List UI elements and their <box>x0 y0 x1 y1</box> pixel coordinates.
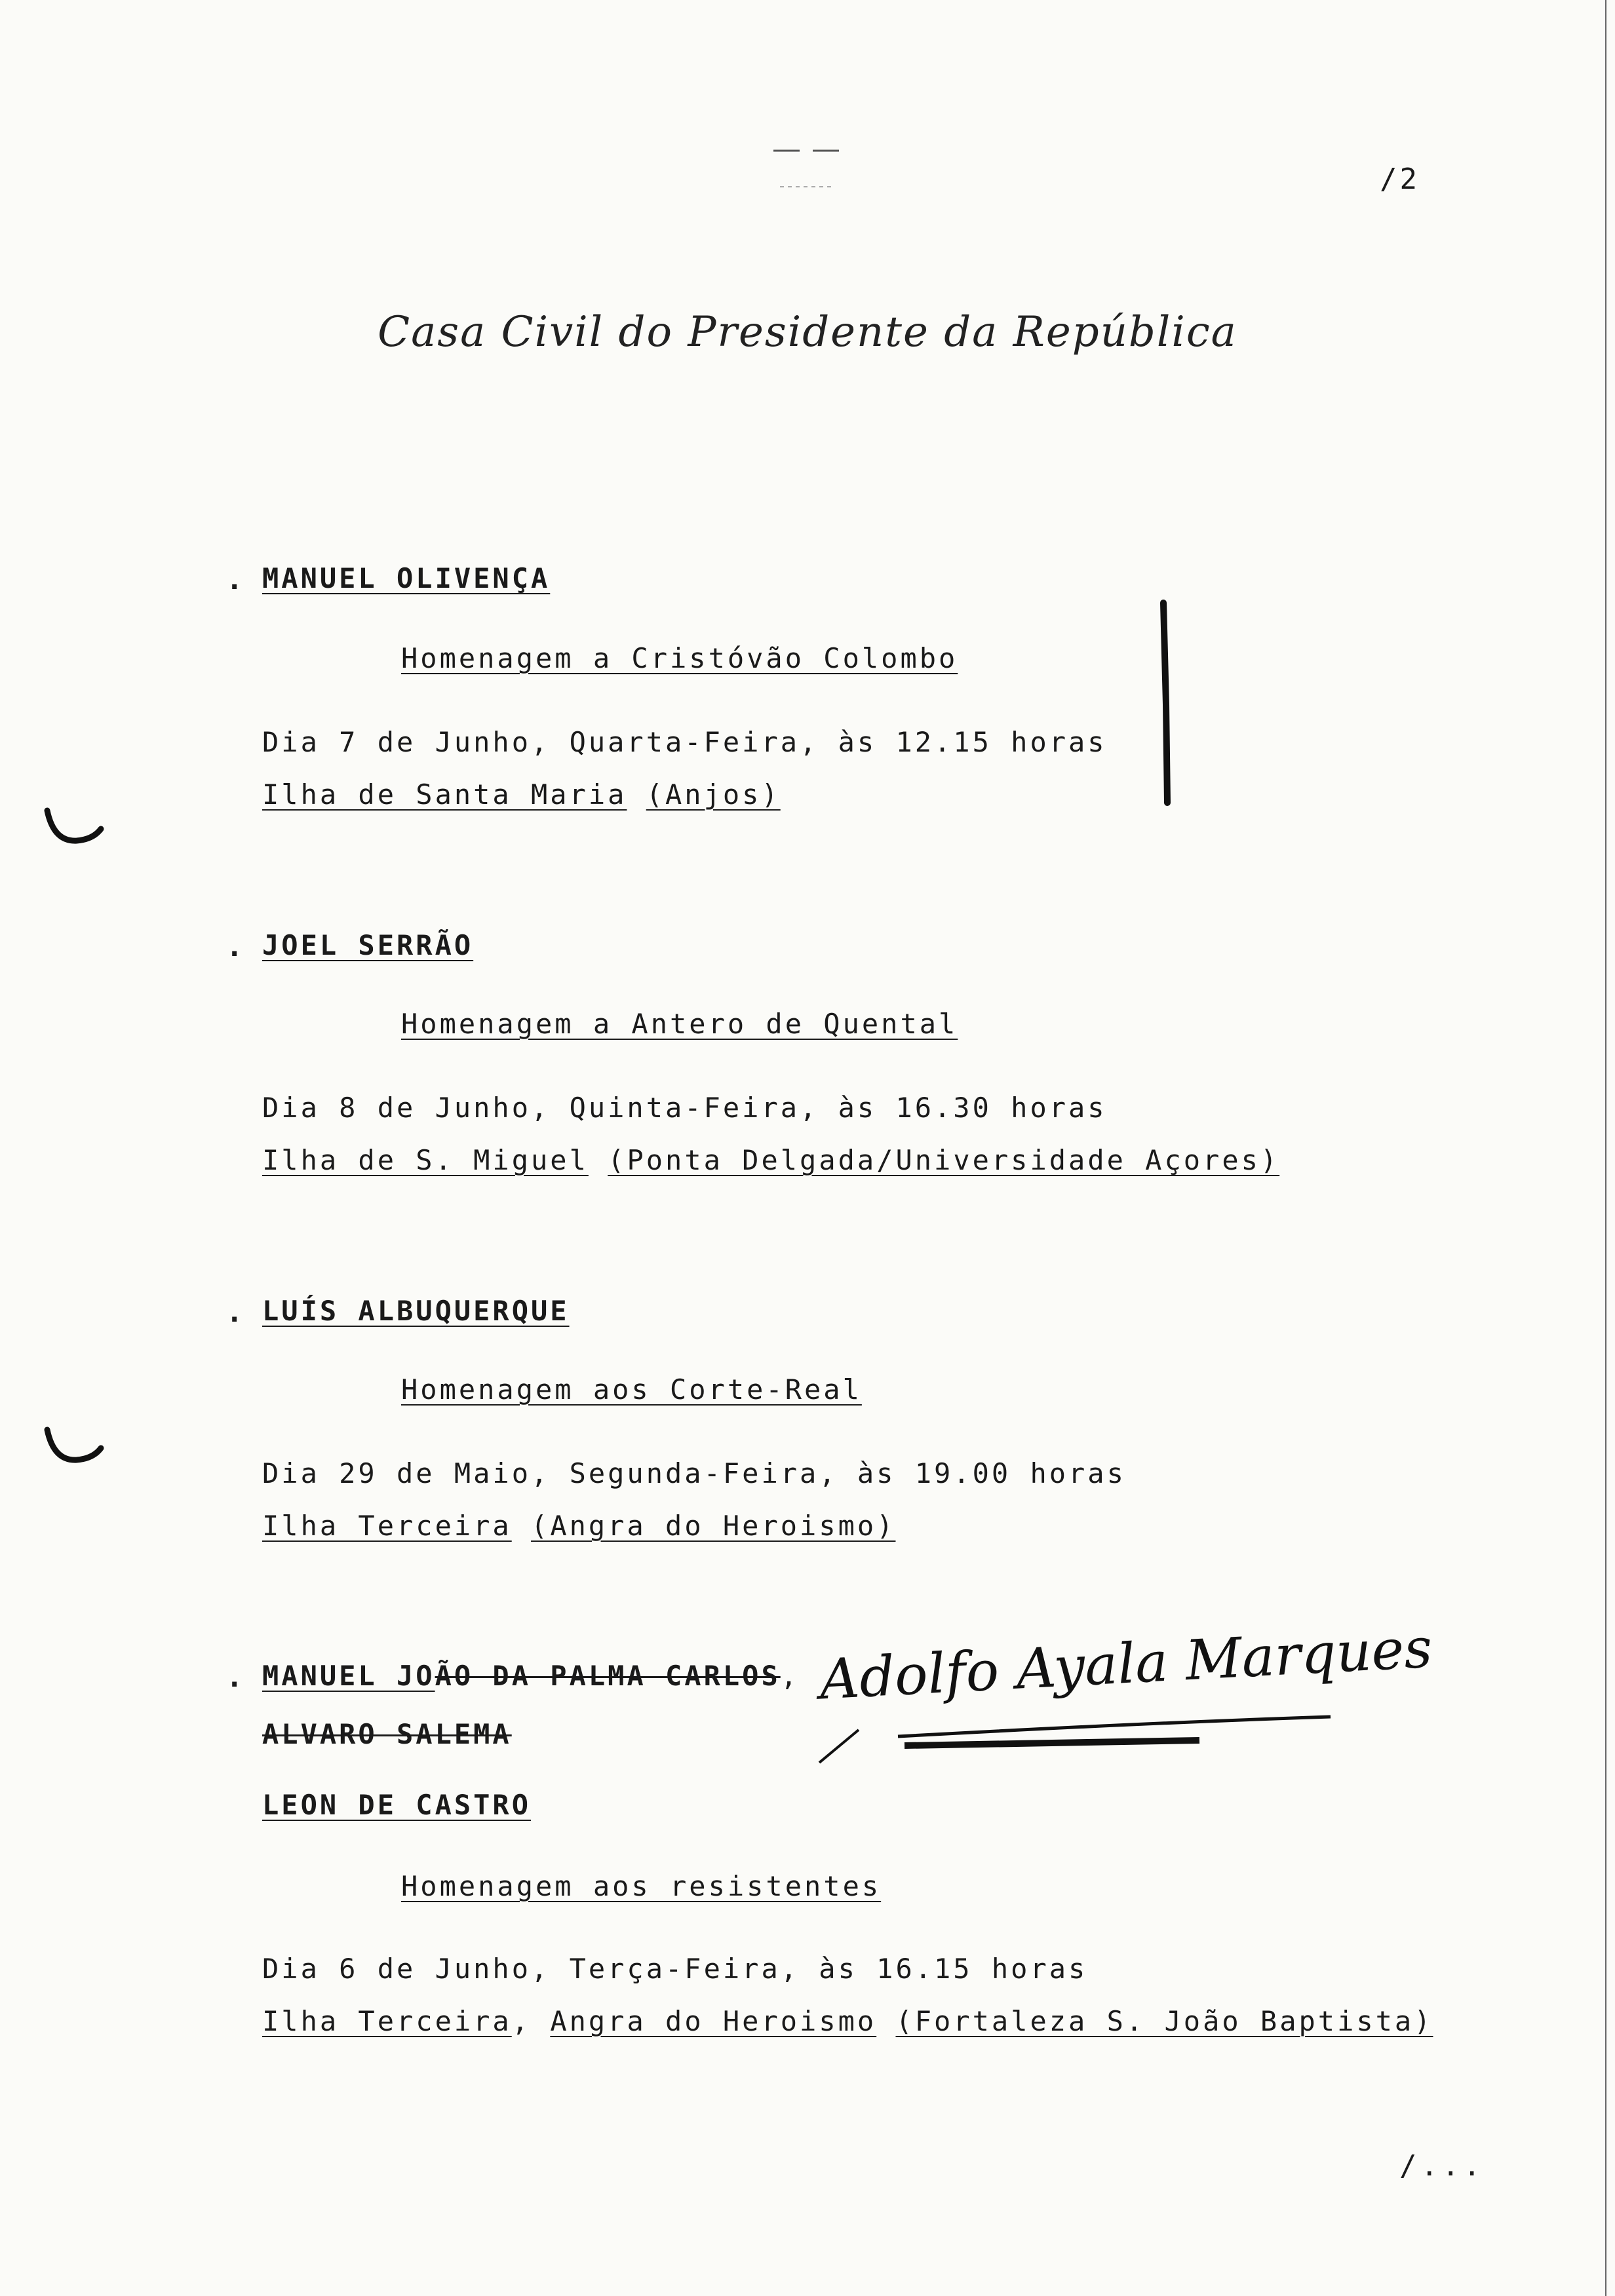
entry-title: Homenagem a Antero de Quental <box>401 1008 958 1040</box>
handwritten-underline <box>806 1677 1409 1782</box>
entry-title: Homenagem a Cristóvão Colombo <box>401 642 958 674</box>
entry-name: LUÍS ALBUQUERQUE <box>262 1295 570 1327</box>
entry-place: Ilha Terceira, Angra do Heroismo (Fortaleza S. João Baptista) <box>262 2005 1433 2037</box>
entry-date: Dia 7 de Junho, Quarta-Feira, às 12.15 horas <box>262 726 1107 758</box>
struck-name-2: ALVARO SALEMA <box>262 1718 512 1750</box>
place-island: Ilha de Santa Maria <box>262 778 627 811</box>
bullet: . <box>226 564 243 596</box>
entry-place <box>262 1144 1279 1176</box>
place-island: Ilha de S. Miguel <box>262 1144 589 1176</box>
entry-name-amended: MANUEL JOÃO DA PALMA CARLOS, <box>262 1660 800 1692</box>
margin-vertical-bar <box>1157 600 1177 809</box>
place-location: (Anjos) <box>646 778 781 811</box>
place-city: Angra do Heroismo <box>550 2005 877 2037</box>
entry-date: Dia 8 de Junho, Quinta-Feira, às 16.30 horas <box>262 1092 1107 1124</box>
page-edge <box>1599 0 1612 2296</box>
scan-marks <box>760 131 865 223</box>
entry-name-3: LEON DE CASTRO <box>262 1789 532 1821</box>
margin-check-mark <box>41 803 106 855</box>
bullet: . <box>226 1296 243 1328</box>
place-location: (Fortaleza S. João Baptista) <box>895 2005 1433 2037</box>
page-number: /2 <box>1380 163 1420 196</box>
place-location: (Ponta Delgada/Universidade Açores) <box>608 1144 1280 1176</box>
place-location: (Angra do Heroismo) <box>531 1510 896 1542</box>
entry-title: Homenagem aos Corte-Real <box>401 1373 862 1406</box>
bullet: . <box>226 1661 243 1693</box>
place-island: Ilha Terceira <box>262 1510 512 1542</box>
name-kept: MANUEL JO <box>262 1660 435 1692</box>
entry-place <box>262 778 781 811</box>
entry-name: MANUEL OLIVENÇA <box>262 562 551 594</box>
entry-place <box>262 1510 895 1542</box>
letterhead: Casa Civil do Presidente da República <box>378 308 1237 356</box>
margin-check-mark <box>41 1422 106 1474</box>
bullet: . <box>226 930 243 963</box>
place-island: Ilha Terceira <box>262 2005 512 2037</box>
entry-date: Dia 6 de Junho, Terça-Feira, às 16.15 horas <box>262 1953 1088 1985</box>
entry-title: Homenagem aos resistentes <box>401 1870 882 1902</box>
entry-name: JOEL SERRÃO <box>262 929 474 961</box>
entry-date: Dia 29 de Maio, Segunda-Feira, às 19.00 horas <box>262 1457 1126 1489</box>
name-struck: ÃO DA PALMA CARLOS <box>435 1660 781 1692</box>
continuation-mark: /... <box>1399 2149 1485 2183</box>
handwritten-insertion: Adolfo Ayala Marques <box>818 1615 1434 1712</box>
